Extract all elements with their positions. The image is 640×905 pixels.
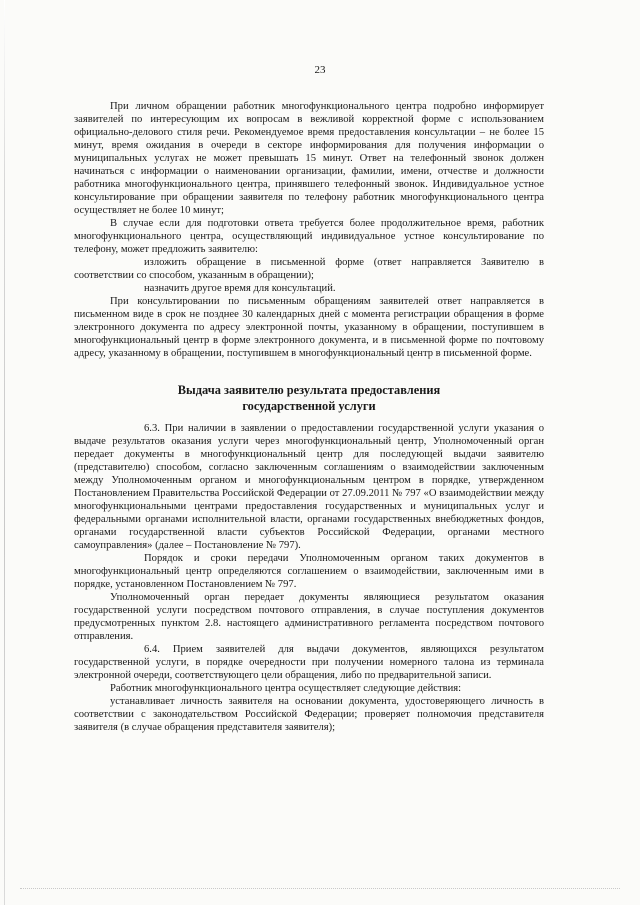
paragraph-longer-time: В случае если для подготовки ответа требуется более продолжительное время, работник многофункционального центра, осуществляющий индивидуальное устное консультирование по телефону, может предложить заявителю: <box>74 218 544 255</box>
paragraph-written-request: изложить обращение в письменной форме (ответ направляется Заявителю в соответствии со способом, указанным в обращении); <box>74 257 544 281</box>
paragraph-other-time: назначить другое время для консультаций. <box>144 283 336 294</box>
section-heading-line-1: Выдача заявителю результата предоставления <box>177 383 441 397</box>
paragraph-consultation-in-person: При личном обращении работник многофункционального центра подробно информирует заявителей по интересующим их вопросам в вежливой корректной форме с использованием официально-делового стиля речи. Рекомендуемое время предоставления консультации – не более 15 минут, время ожидания в очереди в секторе информирования для получения информации о муниципальных услугах не может превышать 15 минут. Ответ на телефонный звонок должен начинаться с информации о наименовании организации, фамилии, имени, отчестве и должности работника многофункционального центра, принявшего телефонный звонок. Индивидуальное устное консультирование при обращении заявителя по телефону работник многофункционального центра осуществляет не более 10 минут; <box>74 101 544 216</box>
paragraph-written-consultation: При консультировании по письменным обращениям заявителей ответ направляется в письменном виде в срок не позднее 30 календарных дней с момента регистрации обращения в форме электронного документа по адресу электронной почты, указанному в обращении, поступившем в многофункциональный центр в форме электронного документа, и в письменной форме по почтовому адресу, указанному в обращении, поступившем в многофункциональный центр в письменной форме. <box>74 296 544 359</box>
page-number: 23 <box>314 64 326 76</box>
paragraph-transfer-order: Порядок и сроки передачи Уполномоченным органом таких документов в многофункциональный центр определяются соглашением о взаимодействии, заключенным ими в порядке, установленном Постановлением № 797. <box>74 553 544 590</box>
paragraph-worker-actions: Работник многофункционального центра осуществляет следующие действия: <box>110 683 462 694</box>
paragraph-6-3: 6.3. При наличии в заявлении о предоставлении государственной услуги указания о выдаче результатов оказания услуги через многофункциональный центр, Уполномоченный орган передает документы в многофункциональный центр для последующей выдачи заявителю (представителю) способом, согласно заключенным соглашениям о взаимодействии заключенным между Уполномоченным органом и многофункциональным центром в порядке, утвержденном Постановлением Правительства Российской Федерации от 27.09.2011 № 797 «О взаимодействии между многофункциональными центрами предоставления государственных и муниципальных услуг и федеральными органами исполнительной власти, органами государственных внебюджетных фондов, органами государственной власти субъектов Российской Федерации, органами местного самоуправления» (далее – Постановление № 797). <box>74 423 544 551</box>
document-body <box>74 100 544 734</box>
paragraph-6-4: 6.4. Прием заявителей для выдачи документов, являющихся результатом государственной услуги, в порядке очередности при получении номерного талона из терминала электронной очереди, соответствующего цели обращения, либо по предварительной записи. <box>74 644 544 681</box>
paragraph-identity-check: устанавливает личность заявителя на основании документа, удостоверяющего личность в соответствии с законодательством Российской Федерации; проверяет полномочия представителя заявителя (в случае обращения представителя заявителя); <box>74 696 544 733</box>
section-heading <box>74 382 544 414</box>
scan-bottom-artifact <box>20 888 620 890</box>
section-heading-line-2: государственной услуги <box>242 399 376 413</box>
scan-edge-artifact <box>4 0 5 905</box>
paragraph-postal-delivery: Уполномоченный орган передает документы являющиеся результатом оказания государственной услуги посредством почтового отправления, в случае поступления документов предусмотренных пунктом 2.8. настоящего административного регламента посредством почтового отправления. <box>74 592 544 642</box>
